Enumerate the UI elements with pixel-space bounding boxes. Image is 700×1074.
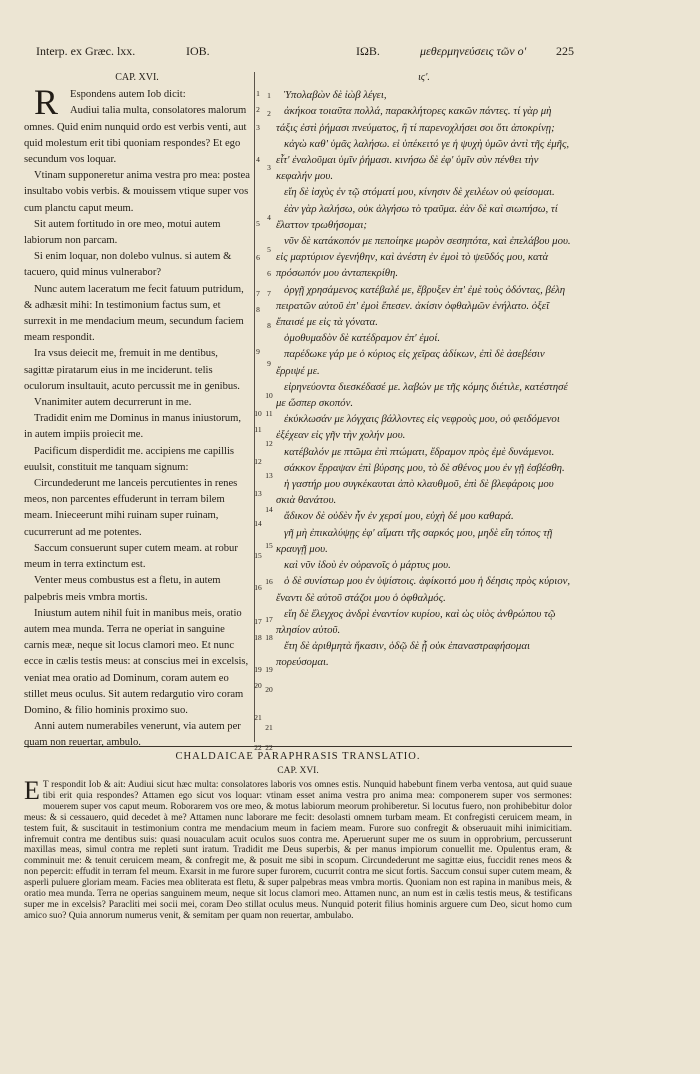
greek-verse-number: 5 [267, 245, 271, 254]
greek-verse: ἐκύκλωσάν με λόγχαις βάλλοντες εἰς νεφροὺς μου, οὐ φειδόμενοι ἐξέχεαν εἰς γῆν τὴν χολήν μου. [276, 413, 560, 442]
latin-verse: Anni autem numerabiles venerunt, via autem per quam non reuertar, ambulo. [24, 721, 241, 749]
greek-verse-number: 2 [267, 109, 271, 118]
greek-verse: ἔτη δὲ ἀριθμητὰ ἥκασιν, ὁδῷ δὲ ᾗ οὐκ ἐπαναστραφήσομαι πορεύσομαι. [276, 640, 530, 669]
greek-verse-number: 19 [265, 665, 273, 674]
greek-verse: εἰρηνεύοντα διεσκέδασέ με. λαβών με τῆς κόμης διέτιλε, κατέστησέ με ὥσπερ σκοπόν. [276, 380, 568, 410]
page-number: 225 [556, 44, 574, 58]
latin-verse: Sit autem fortitudo in ore meo, motui autem labiorum non parcam. [24, 218, 221, 247]
latin-verse-number: 9 [256, 347, 260, 356]
latin-chapter-heading: CAP. XVI. [115, 72, 159, 83]
greek-column [276, 70, 572, 671]
latin-verse [24, 82, 250, 123]
greek-verse-number: 20 [265, 685, 273, 694]
latin-verse-number: 17 [254, 617, 262, 626]
greek-verse: ἀκήκοα τοιαῦτα πολλά, παρακλήτορες κακῶν πάντες. τί γὰρ μὴ τάξις ἐστὶ ῥήμασι πνεύματος, ἢ τί παρενοχλήσει σοι ὅτι ἀποκρίνῃ; [276, 105, 555, 134]
latin-verse-number: 5 [256, 219, 260, 228]
latin-verse: Tradidit enim me Dominus in manus iniustorum, in autem impiis proiecit me. [24, 413, 242, 441]
greek-verse: γῆ μὴ ἐπικαλύψῃς ἐφ' αἵματι τῆς σαρκός μου, μηδὲ εἴη τόπος τῇ κραυγῇ μου. [276, 526, 553, 555]
header-latin-title: Interp. ex Græc. lxx. [36, 44, 136, 58]
greek-verse: ἡ γαστήρ μου συγκέκαυται ἀπὸ κλαυθμοῦ, ἐπὶ δὲ βλεφάροις μου σκιὰ θανάτου. [276, 478, 554, 507]
greek-verse-number: 10 [265, 391, 273, 400]
latin-verse-number: 21 [254, 713, 262, 722]
greek-verse: νῦν δὲ κατάκοπόν με πεποίηκε μωρὸν σεσηπότα, καὶ ἐπελάβου μου. εἰς μαρτύριον ἐγενήθην, καὶ ἀνέστη ἐν ἐμοὶ τὸ ψεῦδός μου, κατὰ πρόσωπόν μου ἀνταπεκρίθη. [276, 235, 571, 280]
greek-verse-number: 15 [265, 541, 273, 550]
greek-verse: ἐὰν γὰρ λαλήσω, οὐκ ἀλγήσω τὸ τραῦμα. ἐὰν δὲ καὶ σιωπήσω, τί ἔλαττον τρωθήσομαι; [276, 202, 558, 231]
greek-verse: καὶ νῦν ἰδοὺ ἐν οὐρανοῖς ὁ μάρτυς μου. [284, 559, 451, 572]
latin-verse-number: 18 [254, 633, 262, 642]
greek-verse-number: 17 [265, 615, 273, 624]
greek-verse-number: 1 [267, 91, 271, 100]
greek-verse: σάκκον ἔρραψαν ἐπὶ βύρσης μου, τὸ δὲ σθένος μου ἐν γῇ ἐσβέσθη. [284, 461, 565, 474]
latin-verse-number: 3 [256, 123, 260, 132]
latin-verse: Pacificum disperdidit me. accipiens me capillis euulsit, constituit me tanquam signum: [24, 445, 235, 473]
greek-verse-number: 6 [267, 269, 271, 278]
latin-verse-text: Espondens autem Iob dicit: [70, 89, 186, 101]
greek-verse-number: 21 [265, 723, 273, 732]
latin-verse: Audiui talia multa, consolatores malorum omnes. Quid enim nunquid ordo est verbis venti, aut quid molestum erit tibi quoniam respondes? Et ego secundum vos loquar. [24, 105, 247, 166]
greek-verse: παρέδωκε γάρ με ὁ κύριος εἰς χεῖρας ἀδίκων, ἐπὶ δὲ ἀσεβέσιν ἔρριψέ με. [276, 348, 545, 377]
latin-verse: Ira vsus deiecit me, fremuit in me dentibus, sagittæ piratarum eius in me inciderunt. telis oculorum insultauit, acuto percussit me in genibus. [24, 348, 240, 392]
greek-verse-number: 3 [267, 163, 271, 172]
paraphrasis-chapter-heading: CAP. XVI. [277, 766, 319, 776]
latin-verse: Nunc autem laceratum me fecit fatuum putridum, & adhæsit mihi: In testimonium factus sum, et surrexit in me mendacium meum, secundum faciem meam respondit. [24, 283, 244, 344]
latin-verse-number: 11 [254, 425, 262, 434]
section-rule [24, 746, 572, 747]
latin-verse: Vnanimiter autem decurrerunt in me. [34, 397, 192, 409]
latin-verse-number: 6 [256, 253, 260, 262]
latin-column [24, 70, 250, 752]
paraphrasis-body [24, 776, 572, 922]
paraphrasis-text: T respondit Iob & ait: Audiui sicut hæc multa: consolatores laboris vos omnes estis. Nunquid habebunt finem verba ventosa, aut quid suaue tibi erit quia respondes? Attamen ego sicut vos loquar: vtinam esset anima vestra pro anima mea: componerem super vos sermones: mouerem super vos caput meum. Roborarem vos ore meo, & motus labiorum meorum prohiberetur. Si locutus fuero, non prohibebitur dolor meus: & si cessauero, quid decedet à me? Attamen nunc laborare me fecit: desolasti omnem turbam meam. Et confregisti ceruicem meam, in testem fuit, & suscitauit in testimonium contra me mendacium meum in faciem meam. Furore suo confregit & obseruauit mihi inimicitiam. infremuit contra me dentibus suis: quasi nouaculam acuit oculos suos contra me. Aperuerunt super me os suum in opprobrium, percusserunt maxillas meas, simul contra me repleti sunt iratum. Tradidit me Deus superbis, & per manus impiorum conuellit me. Opulentus eram, & comminuit me: & tenuit ceruicem meam, & confregit me, & posuit me sibi in scopum. Circundederunt me sagittæ eius, fuccidit renes meos & non pepercit: effudit in terram fel meum. Exarsit in me furore super furorem, cucurrit contra me sicut fortis. Saccum consui super cutem meam, & asperli puluere gloriam meam. Facies mea obliterata est fletu, & super palpebras meas vmbra mortis. Quoniam non est rapina in manibus meis, & oratio mea munda. Terra ne operias sanguinem meum, neque sit locus clamori meo. Attamen nunc, an num est in cælis testis meus, & testificans super me in excelsis? Paracliti mei socii mei, coram Deo stillat oculus meus. Nunquid poterit filius hominis arguere cum Deo, sicut homo cum amico suo? Quia annorum numerus venit, & semitam per quam non reuertar, ambulabo. [24, 780, 572, 921]
greek-verse-number: 4 [267, 213, 271, 222]
greek-verse: εἴη δὲ ἰσχὺς ἐν τῷ στόματί μου, κίνησιν δὲ χειλέων οὐ φείσομαι. [284, 186, 555, 199]
latin-verse: Saccum consuerunt super cutem meam. at robur meum in terra extinctum est. [24, 542, 238, 571]
greek-verse-number: 9 [267, 359, 271, 368]
header-book-greek: IΩB. [356, 44, 380, 58]
greek-verse-number: 18 [265, 633, 273, 642]
latin-dropcap: R [34, 82, 59, 123]
greek-verse-number: 7 [267, 289, 271, 298]
greek-verse: κατέβαλόν με πτῶμα ἐπὶ πτώματι, ἔδραμον πρὸς ἐμὲ δυνάμενοι. [284, 445, 555, 458]
latin-verse-number: 14 [254, 519, 262, 528]
greek-verse: ὁμοθυμαδὸν δὲ κατέδραμον ἐπ' ἐμοί. [284, 332, 441, 345]
header-greek-title: μεθερμηνεύσεις τῶν ο' [420, 44, 527, 58]
greek-verse: ὀργῇ χρησάμενος κατέβαλέ με, ἔβρυξεν ἐπ' ἐμὲ τοὺς ὀδόντας, βέλη πειρατῶν αὐτοῦ ἐπ' ἐμοὶ ἔπεσεν. ἀκίσιν ὀφθαλμῶν ἐνήλατο. ὀξεῖ ἔπαισέ με εἰς τὰ γόνατα. [276, 283, 566, 329]
latin-verse-number: 1 [256, 89, 260, 98]
latin-verse-number: 12 [254, 457, 262, 466]
latin-verse-number: 22 [254, 743, 262, 752]
greek-verse: Ὑπολαβὼν δὲ ἰὼβ λέγει, [284, 89, 387, 102]
latin-verse-number: 15 [254, 551, 262, 560]
latin-verse-number: 16 [254, 583, 262, 592]
greek-verse-number: 14 [265, 505, 273, 514]
greek-verse-number: 12 [265, 439, 273, 448]
greek-verse-number: 16 [265, 577, 273, 586]
greek-verse: ὁ δὲ συνίστωρ μου ἐν ὑψίστοις. ἀφίκοιτό μου ἡ δέησις πρὸς κύριον, ἔναντι δὲ αὐτοῦ στάζοι μου ὁ ὀφθαλμός. [276, 575, 571, 604]
greek-verse: κἀγὼ καθ' ὑμᾶς λαλήσω. εἰ ὑπέκειτό γε ἡ ψυχὴ ὑμῶν ἀντὶ τῆς ἐμῆς, εἶτ' ἐναλοῦμαι ὑμῖν ῥήμασι. κινήσω δὲ ἐφ' ὑμῖν σὺν πένθει τὴν κεφαλήν μου. [276, 137, 570, 183]
latin-verse-number: 19 [254, 665, 262, 674]
greek-verse-number: 22 [265, 743, 273, 752]
greek-verse-number: 8 [267, 321, 271, 330]
latin-verse: Iniustum autem nihil fuit in manibus meis, oratio autem mea munda. Terra ne operiat in sanguine carnis meæ, neque sit locus clamori meo. Et nunc ecce in cælis testis meus: at conscius mei in excelsis, veniat mea oratio ad Dominum, coram autem eo stillet meus oculus. Sit autem redargutio viro coram Domino, & filio hominis proximo suo. [24, 607, 249, 716]
greek-verse: εἴη δὲ ἔλεγχος ἀνδρὶ ἐναντίον κυρίου, καὶ ὡς υἱὸς ἀνθρώπου τῷ πλησίον αὐτοῦ. [276, 607, 556, 636]
greek-verse-number: 13 [265, 471, 273, 480]
latin-verse-number: 13 [254, 489, 262, 498]
latin-verse: Circundederunt me lanceis percutientes in renes meos, non parcentes effuderunt in terram bilem meam. Inieceerunt mihi ruinam super ruinam, cucurrerunt ad me potentes. [24, 478, 238, 538]
latin-verse-number: 7 [256, 289, 260, 298]
paraphrasis-title: CHALDAICAE PARAPHRASIS TRANSLATIO. [175, 751, 421, 762]
latin-verse-number: 10 [254, 409, 262, 418]
latin-verse-number: 4 [256, 155, 260, 164]
greek-verse: ἄδικον δὲ οὐδὲν ἦν ἐν χερσί μου, εὐχὴ δέ μου καθαρά. [284, 510, 514, 523]
latin-verse-number: 8 [256, 305, 260, 314]
latin-verse-number: 2 [256, 105, 260, 114]
greek-chapter-heading: ιϛ'. [418, 72, 430, 83]
greek-verse-number: 11 [265, 409, 273, 418]
header-book-latin: IOB. [186, 44, 210, 58]
latin-verse-number: 20 [254, 681, 262, 690]
latin-verse: Venter meus combustus est a fletu, in autem palpebris meis vmbra mortis. [24, 575, 221, 603]
paraphrasis-dropcap: E [24, 776, 40, 805]
latin-verse: Si enim loquar, non dolebo vulnus. si autem & tacuero, quid minus vulnerabor? [24, 251, 232, 279]
latin-verse: Vtinam supponeretur anima vestra pro mea: postea insultabo vobis verbis. & mouissem vtique super vos cum planctu caput meum. [24, 170, 250, 214]
